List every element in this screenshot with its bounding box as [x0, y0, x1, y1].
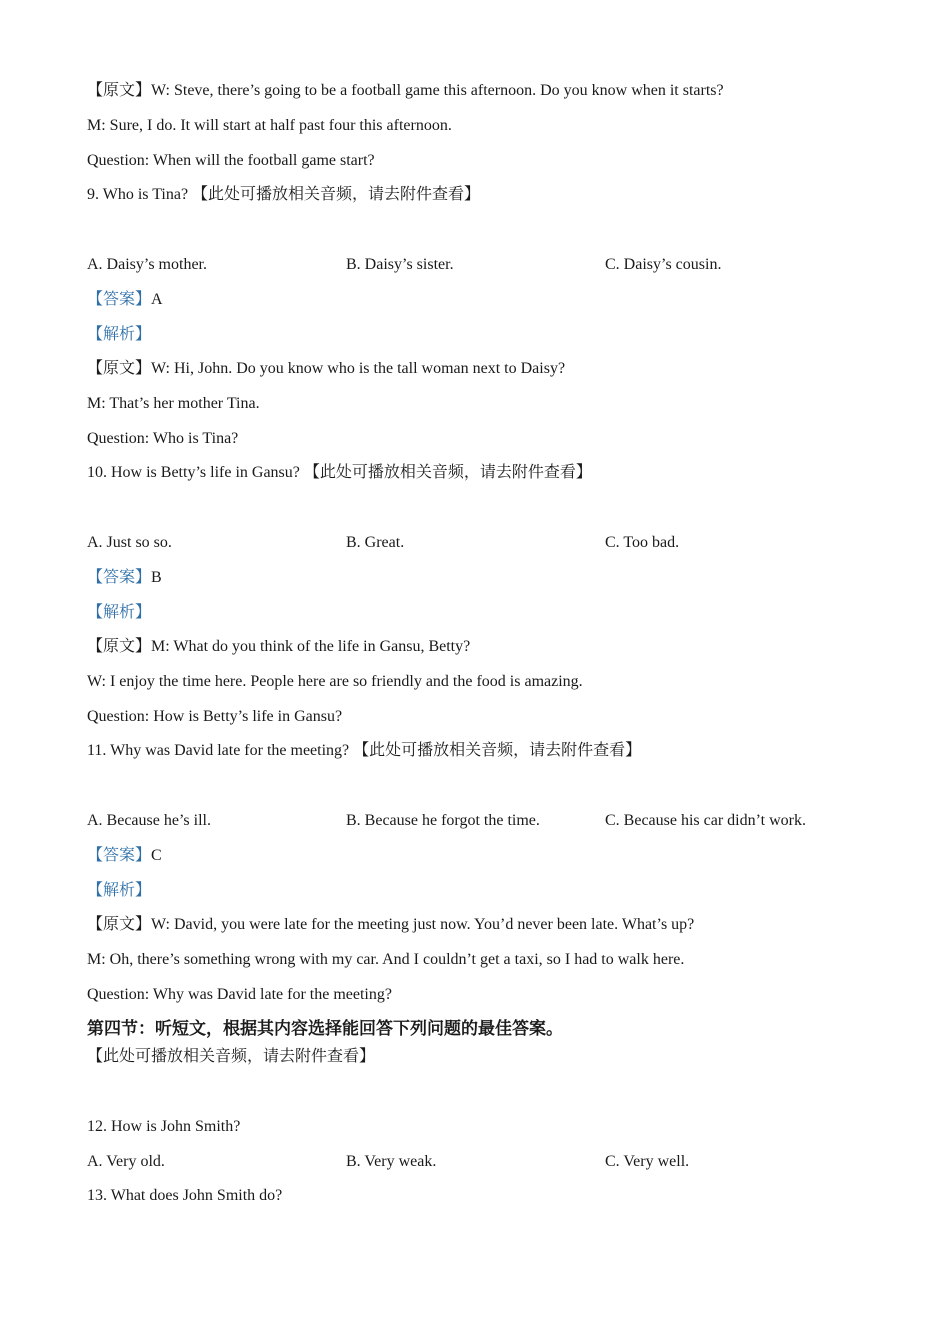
question-13-stem: 13. What does John Smith do?	[87, 1187, 283, 1204]
answer-value: B	[151, 569, 162, 586]
q12-option-c: C. Very well.	[605, 1153, 690, 1170]
q10-answer	[87, 568, 162, 588]
answer-tag: 【答案】	[87, 291, 152, 308]
transcript-text: W: Hi, John. Do you know who is the tall woman next to Daisy?	[151, 360, 566, 377]
transcript-line	[87, 81, 724, 101]
q11-option-c: C. Because his car didn’t work.	[605, 812, 806, 829]
q9-answer	[87, 290, 163, 310]
q11-option-b: B. Because he forgot the time.	[346, 812, 540, 829]
q11-analysis-tag: 【解析】	[87, 882, 152, 899]
transcript-question: Question: When will the football game start?	[87, 152, 375, 169]
q10-option-b: B. Great.	[346, 534, 405, 551]
transcript-text: W: Steve, there’s going to be a football game this afternoon. Do you know when it starts?	[151, 82, 724, 99]
q9-option-a: A. Daisy’s mother.	[87, 256, 207, 273]
answer-tag: 【答案】	[87, 847, 152, 864]
question-9-stem: 9. Who is Tina? 【此处可播放相关音频，请去附件查看】	[87, 186, 481, 203]
q10-option-a: A. Just so so.	[87, 534, 172, 551]
section-4-heading: 第四节：听短文，根据其内容选择能回答下列问题的最佳答案。	[87, 1019, 563, 1039]
transcript-prefix: 【原文】	[87, 916, 152, 933]
question-11-stem: 11. Why was David late for the meeting? 【此处可播放相关音频，请去附件查看】	[87, 742, 642, 759]
q12-option-a: A. Very old.	[87, 1153, 165, 1170]
transcript-line	[87, 359, 565, 379]
transcript-question: Question: Why was David late for the meeting?	[87, 986, 392, 1003]
transcript-line	[87, 637, 470, 657]
transcript-prefix: 【原文】	[87, 638, 152, 655]
section-4-audio-note: 【此处可播放相关音频，请去附件查看】	[87, 1048, 376, 1065]
q9-analysis-tag: 【解析】	[87, 326, 152, 343]
transcript-text: M: What do you think of the life in Gansu, Betty?	[151, 638, 471, 655]
answer-value: A	[151, 291, 163, 308]
transcript-line: M: Oh, there’s something wrong with my car. And I couldn’t get a taxi, so I had to walk here.	[87, 951, 685, 968]
transcript-question: Question: Who is Tina?	[87, 430, 239, 447]
transcript-line	[87, 915, 694, 935]
answer-value: C	[151, 847, 162, 864]
q9-option-b: B. Daisy’s sister.	[346, 256, 454, 273]
question-12-stem: 12. How is John Smith?	[87, 1118, 241, 1135]
transcript-text: W: David, you were late for the meeting just now. You’d never been late. What’s up?	[151, 916, 695, 933]
q12-option-b: B. Very weak.	[346, 1153, 437, 1170]
transcript-question: Question: How is Betty’s life in Gansu?	[87, 708, 343, 725]
transcript-prefix: 【原文】	[87, 82, 152, 99]
transcript-line: M: Sure, I do. It will start at half past four this afternoon.	[87, 117, 452, 134]
answer-tag: 【答案】	[87, 569, 152, 586]
q9-option-c: C. Daisy’s cousin.	[605, 256, 722, 273]
q11-option-a: A. Because he’s ill.	[87, 812, 211, 829]
transcript-line: M: That’s her mother Tina.	[87, 395, 260, 412]
q10-analysis-tag: 【解析】	[87, 604, 152, 621]
q10-option-c: C. Too bad.	[605, 534, 680, 551]
transcript-prefix: 【原文】	[87, 360, 152, 377]
q11-answer	[87, 846, 162, 866]
question-10-stem: 10. How is Betty’s life in Gansu? 【此处可播放相关音频，请去附件查看】	[87, 464, 592, 481]
transcript-line: W: I enjoy the time here. People here are so friendly and the food is amazing.	[87, 673, 583, 690]
